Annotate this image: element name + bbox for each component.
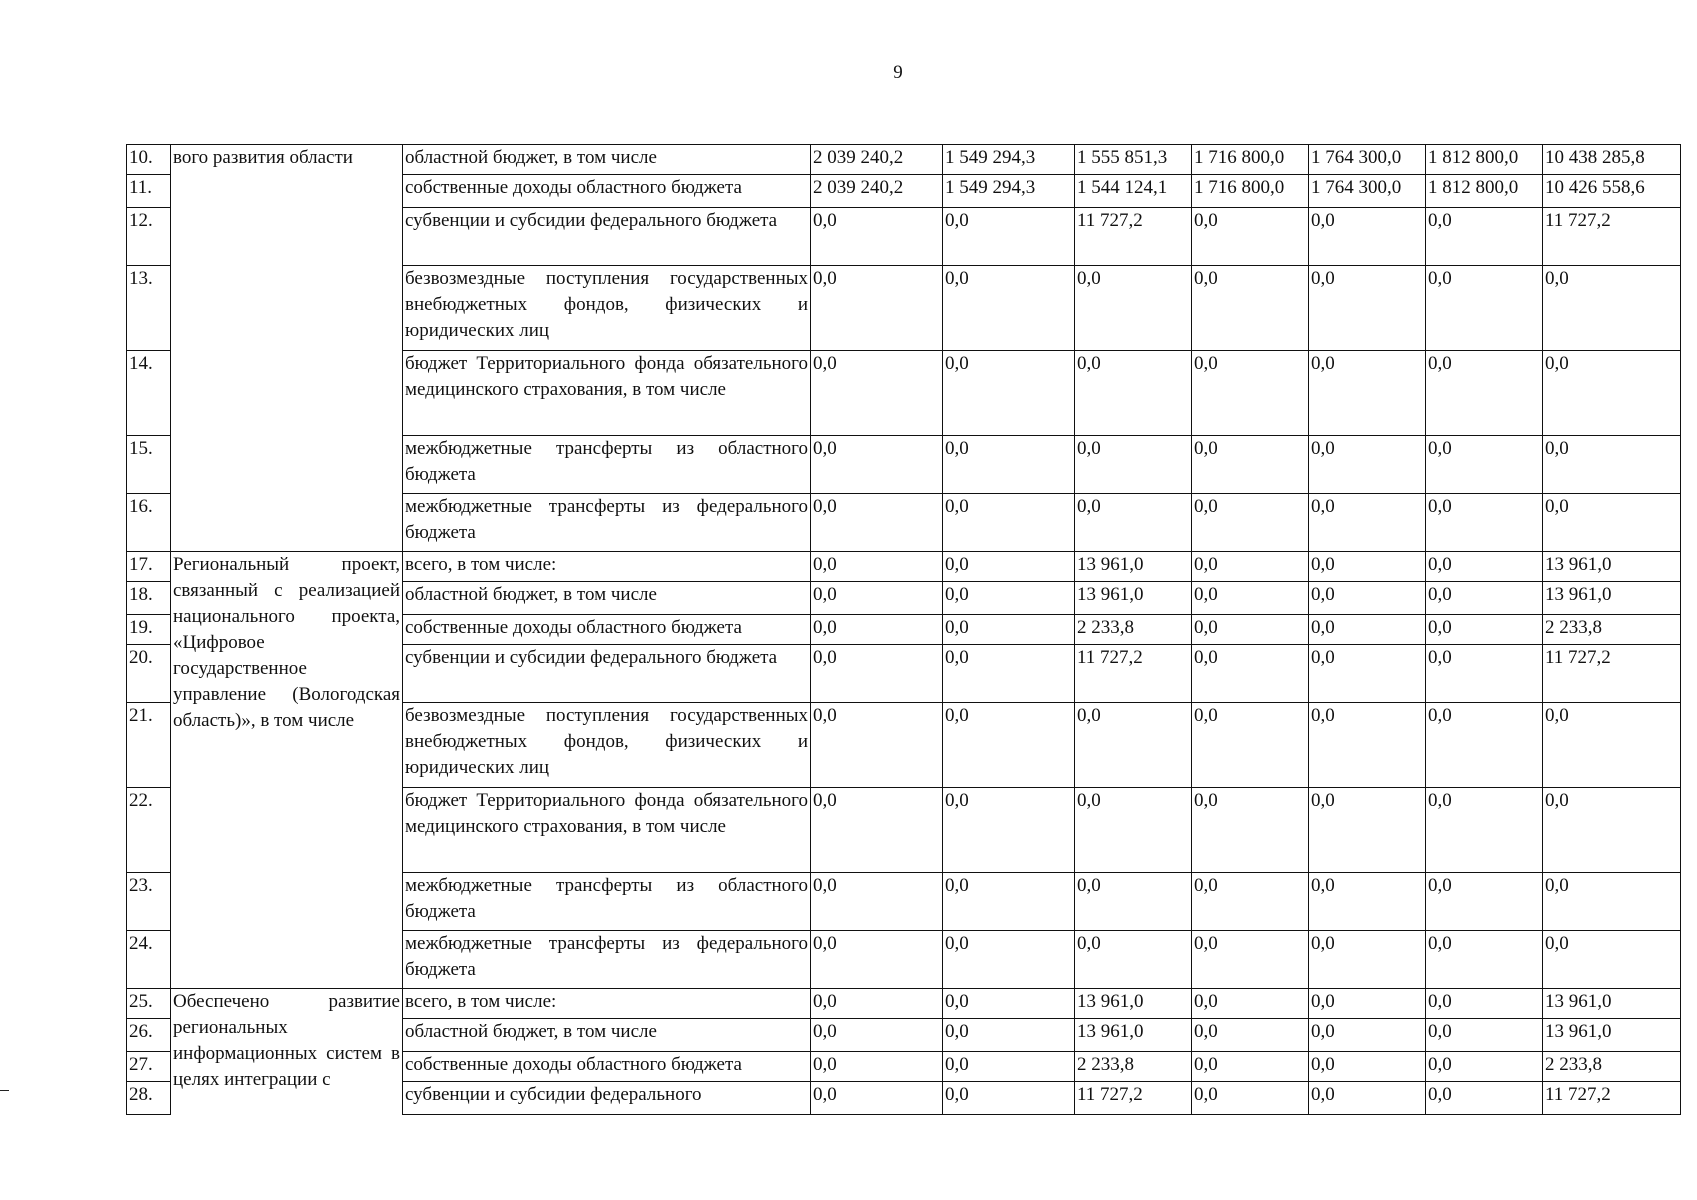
group-label: Обеспечено развитие региональных информационных систем в целях интеграции с	[171, 989, 403, 1115]
amount-cell: 0,0	[1309, 208, 1426, 266]
row-number: 10.	[127, 145, 171, 175]
amount-cell: 0,0	[1543, 351, 1681, 436]
amount-cell: 0,0	[1309, 582, 1426, 615]
amount-cell: 0,0	[1309, 1082, 1426, 1115]
funding-source: собственные доходы областного бюджета	[403, 1052, 811, 1082]
amount-cell: 0,0	[1075, 873, 1192, 931]
amount-cell: 2 039 240,2	[811, 175, 943, 208]
amount-cell: 0,0	[1426, 582, 1543, 615]
table-row	[127, 552, 1681, 582]
amount-cell: 0,0	[811, 582, 943, 615]
budget-table	[126, 144, 1681, 1115]
row-number: 13.	[127, 266, 171, 351]
amount-cell: 13 961,0	[1543, 582, 1681, 615]
amount-cell: 0,0	[943, 266, 1075, 351]
amount-cell: 0,0	[1543, 494, 1681, 552]
row-number: 18.	[127, 582, 171, 615]
amount-cell: 0,0	[943, 645, 1075, 703]
amount-cell: 0,0	[811, 1052, 943, 1082]
funding-source: областной бюджет, в том числе	[403, 1019, 811, 1052]
page-number: 9	[893, 62, 903, 83]
amount-cell: 1 812 800,0	[1426, 175, 1543, 208]
amount-cell: 0,0	[1075, 266, 1192, 351]
group-label: Региональный проект, связанный с реализацией национального проекта, «Цифровое государственное управление (Вологодская область)», в том числе	[171, 552, 403, 989]
amount-cell: 0,0	[811, 615, 943, 645]
amount-cell: 1 544 124,1	[1075, 175, 1192, 208]
row-number: 24.	[127, 931, 171, 989]
amount-cell: 1 716 800,0	[1192, 145, 1309, 175]
amount-cell: 0,0	[1192, 552, 1309, 582]
amount-cell: 13 961,0	[1543, 552, 1681, 582]
row-number: 27.	[127, 1052, 171, 1082]
amount-cell: 0,0	[1192, 615, 1309, 645]
amount-cell: 0,0	[1192, 1082, 1309, 1115]
amount-cell: 0,0	[1309, 1052, 1426, 1082]
amount-cell: 0,0	[943, 615, 1075, 645]
row-number: 19.	[127, 615, 171, 645]
amount-cell: 0,0	[811, 552, 943, 582]
amount-cell: 0,0	[1426, 1082, 1543, 1115]
amount-cell: 0,0	[1309, 266, 1426, 351]
amount-cell: 0,0	[943, 1052, 1075, 1082]
row-number: 26.	[127, 1019, 171, 1052]
table-row	[127, 989, 1681, 1019]
amount-cell: 0,0	[1192, 645, 1309, 703]
amount-cell: 0,0	[1543, 788, 1681, 873]
amount-cell: 0,0	[1426, 645, 1543, 703]
amount-cell: 2 233,8	[1543, 615, 1681, 645]
amount-cell: 11 727,2	[1543, 208, 1681, 266]
amount-cell: 0,0	[1309, 788, 1426, 873]
amount-cell: 0,0	[1309, 1019, 1426, 1052]
amount-cell: 2 039 240,2	[811, 145, 943, 175]
amount-cell: 13 961,0	[1543, 989, 1681, 1019]
amount-cell: 0,0	[1192, 436, 1309, 494]
amount-cell: 0,0	[811, 351, 943, 436]
amount-cell: 0,0	[1543, 931, 1681, 989]
amount-cell: 0,0	[1075, 703, 1192, 788]
amount-cell: 0,0	[1192, 582, 1309, 615]
amount-cell: 0,0	[1309, 552, 1426, 582]
amount-cell: 0,0	[811, 436, 943, 494]
amount-cell: 0,0	[1075, 931, 1192, 989]
amount-cell: 10 426 558,6	[1543, 175, 1681, 208]
amount-cell: 0,0	[1309, 873, 1426, 931]
amount-cell: 13 961,0	[1075, 582, 1192, 615]
amount-cell: 0,0	[1192, 266, 1309, 351]
row-number: 14.	[127, 351, 171, 436]
amount-cell: 0,0	[1075, 436, 1192, 494]
amount-cell: 0,0	[1426, 552, 1543, 582]
funding-source: субвенции и субсидии федерального бюджета	[403, 208, 811, 266]
amount-cell: 0,0	[1543, 436, 1681, 494]
amount-cell: 0,0	[943, 582, 1075, 615]
amount-cell: 1 555 851,3	[1075, 145, 1192, 175]
amount-cell: 2 233,8	[1075, 1052, 1192, 1082]
amount-cell: 0,0	[1309, 494, 1426, 552]
amount-cell: 0,0	[943, 208, 1075, 266]
amount-cell: 0,0	[1192, 703, 1309, 788]
amount-cell: 13 961,0	[1543, 1019, 1681, 1052]
amount-cell: 1 549 294,3	[943, 175, 1075, 208]
funding-source: межбюджетные трансферты из федерального бюджета	[403, 931, 811, 989]
funding-source: собственные доходы областного бюджета	[403, 175, 811, 208]
amount-cell: 0,0	[1075, 494, 1192, 552]
funding-source: областной бюджет, в том числе	[403, 582, 811, 615]
amount-cell: 0,0	[1543, 873, 1681, 931]
amount-cell: 0,0	[943, 788, 1075, 873]
table-row	[127, 145, 1681, 175]
amount-cell: 0,0	[811, 873, 943, 931]
amount-cell: 0,0	[1426, 615, 1543, 645]
amount-cell: 2 233,8	[1543, 1052, 1681, 1082]
amount-cell: 0,0	[943, 552, 1075, 582]
amount-cell: 13 961,0	[1075, 552, 1192, 582]
amount-cell: 0,0	[1192, 351, 1309, 436]
amount-cell: 0,0	[1192, 1052, 1309, 1082]
amount-cell: 0,0	[1309, 351, 1426, 436]
margin-mark	[0, 1090, 9, 1091]
amount-cell: 1 812 800,0	[1426, 145, 1543, 175]
row-number: 23.	[127, 873, 171, 931]
amount-cell: 0,0	[1192, 873, 1309, 931]
funding-source: безвозмездные поступления государственных внебюджетных фондов, физических и юридических лиц	[403, 266, 811, 351]
amount-cell: 0,0	[1192, 494, 1309, 552]
amount-cell: 0,0	[1426, 931, 1543, 989]
amount-cell: 0,0	[811, 788, 943, 873]
amount-cell: 0,0	[1426, 1019, 1543, 1052]
group-label: вого развития области	[171, 145, 403, 552]
row-number: 17.	[127, 552, 171, 582]
funding-source: бюджет Территориального фонда обязательного медицинского страхования, в том числе	[403, 788, 811, 873]
row-number: 11.	[127, 175, 171, 208]
amount-cell: 0,0	[1426, 788, 1543, 873]
amount-cell: 0,0	[943, 703, 1075, 788]
amount-cell: 0,0	[943, 873, 1075, 931]
amount-cell: 11 727,2	[1075, 645, 1192, 703]
amount-cell: 11 727,2	[1075, 1082, 1192, 1115]
amount-cell: 0,0	[1192, 931, 1309, 989]
amount-cell: 2 233,8	[1075, 615, 1192, 645]
amount-cell: 1 716 800,0	[1192, 175, 1309, 208]
amount-cell: 0,0	[943, 351, 1075, 436]
funding-source: всего, в том числе:	[403, 552, 811, 582]
amount-cell: 0,0	[1309, 615, 1426, 645]
amount-cell: 0,0	[1075, 351, 1192, 436]
funding-source: субвенции и субсидии федерального	[403, 1082, 811, 1115]
amount-cell: 0,0	[1426, 1052, 1543, 1082]
amount-cell: 0,0	[943, 494, 1075, 552]
amount-cell: 1 764 300,0	[1309, 145, 1426, 175]
amount-cell: 0,0	[811, 931, 943, 989]
amount-cell: 0,0	[811, 494, 943, 552]
amount-cell: 0,0	[943, 989, 1075, 1019]
amount-cell: 0,0	[1426, 703, 1543, 788]
amount-cell: 0,0	[1309, 436, 1426, 494]
amount-cell: 0,0	[811, 1082, 943, 1115]
amount-cell: 1 764 300,0	[1309, 175, 1426, 208]
amount-cell: 0,0	[943, 1082, 1075, 1115]
row-number: 28.	[127, 1082, 171, 1115]
amount-cell: 0,0	[811, 266, 943, 351]
amount-cell: 0,0	[811, 208, 943, 266]
row-number: 12.	[127, 208, 171, 266]
row-number: 15.	[127, 436, 171, 494]
amount-cell: 0,0	[1543, 703, 1681, 788]
amount-cell: 0,0	[943, 436, 1075, 494]
amount-cell: 0,0	[943, 931, 1075, 989]
funding-source: всего, в том числе:	[403, 989, 811, 1019]
amount-cell: 0,0	[1309, 703, 1426, 788]
amount-cell: 0,0	[1426, 208, 1543, 266]
amount-cell: 0,0	[1309, 931, 1426, 989]
funding-source: межбюджетные трансферты из федерального бюджета	[403, 494, 811, 552]
amount-cell: 11 727,2	[1543, 1082, 1681, 1115]
amount-cell: 13 961,0	[1075, 989, 1192, 1019]
funding-source: межбюджетные трансферты из областного бюджета	[403, 873, 811, 931]
funding-source: бюджет Территориального фонда обязательного медицинского страхования, в том числе	[403, 351, 811, 436]
amount-cell: 11 727,2	[1075, 208, 1192, 266]
row-number: 22.	[127, 788, 171, 873]
funding-source: собственные доходы областного бюджета	[403, 615, 811, 645]
amount-cell: 0,0	[1309, 989, 1426, 1019]
amount-cell: 0,0	[1543, 266, 1681, 351]
amount-cell: 0,0	[1426, 266, 1543, 351]
amount-cell: 10 438 285,8	[1543, 145, 1681, 175]
amount-cell: 0,0	[943, 1019, 1075, 1052]
funding-source: безвозмездные поступления государственных внебюджетных фондов, физических и юридических лиц	[403, 703, 811, 788]
amount-cell: 0,0	[811, 703, 943, 788]
funding-source: межбюджетные трансферты из областного бюджета	[403, 436, 811, 494]
amount-cell: 0,0	[1426, 351, 1543, 436]
amount-cell: 0,0	[811, 645, 943, 703]
amount-cell: 13 961,0	[1075, 1019, 1192, 1052]
funding-source: областной бюджет, в том числе	[403, 145, 811, 175]
amount-cell: 11 727,2	[1543, 645, 1681, 703]
amount-cell: 0,0	[1192, 1019, 1309, 1052]
row-number: 20.	[127, 645, 171, 703]
amount-cell: 0,0	[811, 989, 943, 1019]
amount-cell: 0,0	[1426, 873, 1543, 931]
amount-cell: 0,0	[811, 1019, 943, 1052]
amount-cell: 0,0	[1192, 989, 1309, 1019]
amount-cell: 0,0	[1426, 494, 1543, 552]
row-number: 21.	[127, 703, 171, 788]
amount-cell: 0,0	[1309, 645, 1426, 703]
row-number: 16.	[127, 494, 171, 552]
amount-cell: 0,0	[1426, 989, 1543, 1019]
amount-cell: 0,0	[1426, 436, 1543, 494]
amount-cell: 0,0	[1192, 788, 1309, 873]
amount-cell: 1 549 294,3	[943, 145, 1075, 175]
funding-source: субвенции и субсидии федерального бюджета	[403, 645, 811, 703]
row-number: 25.	[127, 989, 171, 1019]
amount-cell: 0,0	[1192, 208, 1309, 266]
amount-cell: 0,0	[1075, 788, 1192, 873]
